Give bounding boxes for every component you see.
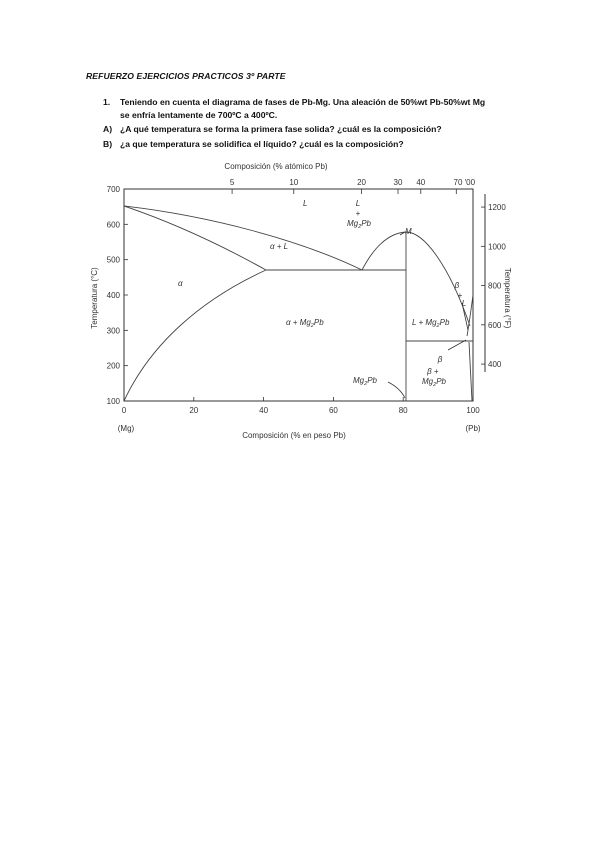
label-l-mg2pb: $L + Mg_2Pb$	[412, 318, 450, 329]
x-axis-end-left: (Mg)	[117, 424, 135, 433]
label-mg2pb: $Mg_2Pb$	[353, 376, 377, 387]
top-tick-label: 20	[357, 178, 366, 187]
solidus-alpha	[124, 206, 266, 270]
right-tick-label: 600	[488, 320, 502, 330]
y-tick-label: 700	[106, 185, 120, 194]
arrow-mg2pb	[388, 382, 405, 398]
subquestion-a-text: ¿A qué temperatura se forma la primera fase solida? ¿cuál es la composición?	[120, 124, 442, 134]
label-beta: β	[437, 355, 443, 364]
plot-frame	[124, 189, 473, 401]
label-alpha-mg2pb: $\alpha + Mg_2Pb$	[286, 318, 324, 329]
right-tick-label: 1200	[488, 203, 506, 213]
y-tick-label: 400	[106, 291, 120, 300]
solvus-alpha	[124, 270, 266, 401]
right-tick-label: 1000	[488, 242, 506, 252]
top-tick-label: 10	[289, 178, 299, 187]
right-tick-label: 400	[488, 360, 502, 370]
x-tick-label: 100	[466, 406, 480, 415]
right-tick-label: 800	[488, 281, 502, 291]
y-axis-ticks	[107, 185, 128, 406]
label-alpha: α	[178, 279, 183, 288]
question-number: 1.	[103, 97, 111, 107]
top-tick-label: 70 '00	[453, 178, 476, 187]
top-axis-ticks	[230, 178, 476, 194]
y-tick-label: 600	[106, 220, 120, 230]
top-tick-label: 5	[229, 178, 235, 187]
label-alpha-l: α + L	[270, 242, 289, 251]
x-tick-label: 0	[121, 406, 127, 415]
top-tick-label: 30	[393, 178, 403, 187]
x-axis-end-right: (Pb)	[465, 424, 481, 433]
y-tick-label: 200	[106, 361, 120, 371]
page-heading: REFUERZO EJERCICIOS PRACTICOS 3º PARTE	[86, 71, 286, 81]
x-tick-label: 60	[328, 406, 338, 415]
label-liquid: L	[303, 199, 308, 208]
liquidus-mg2pb	[362, 232, 470, 326]
right-axis-label: Temperatura (°F)	[503, 267, 512, 329]
y-tick-label: 100	[106, 397, 120, 406]
x-tick-label: 40	[259, 406, 269, 415]
question-text: Teniendo en cuenta el diagrama de fases de Pb-Mg. Una aleación de 50%wt Pb-50%wt Mg se enfría lentamente de 700ºC a 400ºC.	[120, 97, 486, 120]
subquestion-a-letter: A)	[103, 124, 113, 134]
label-beta-mg2pb: β + $Mg_2Pb$	[422, 367, 446, 388]
label-m: M	[405, 227, 412, 236]
y-tick-label: 300	[106, 326, 120, 336]
liquidus-left	[124, 206, 362, 270]
subquestion-b-letter: B)	[103, 139, 113, 149]
top-axis-title: Composición (% atómico Pb)	[224, 162, 328, 171]
beta-solvus	[469, 342, 472, 401]
subquestion-b-text: ¿a que temperatura se solidifica el líquido? ¿cuál es la composición?	[120, 139, 404, 149]
label-beta-l: β + L	[454, 281, 467, 308]
y-tick-label: 500	[106, 255, 120, 265]
x-tick-label: 20	[189, 406, 199, 415]
x-axis-label: Composición (% en peso Pb)	[242, 431, 346, 440]
top-tick-label: 40	[416, 178, 426, 187]
y-axis-label: Temperatura (°C)	[90, 267, 99, 329]
arrow-beta	[448, 340, 466, 350]
x-axis-ticks	[122, 397, 480, 415]
label-l-plus-mg2pb: L + $Mg_2Pb$	[347, 199, 371, 230]
x-tick-label: 80	[398, 406, 408, 415]
